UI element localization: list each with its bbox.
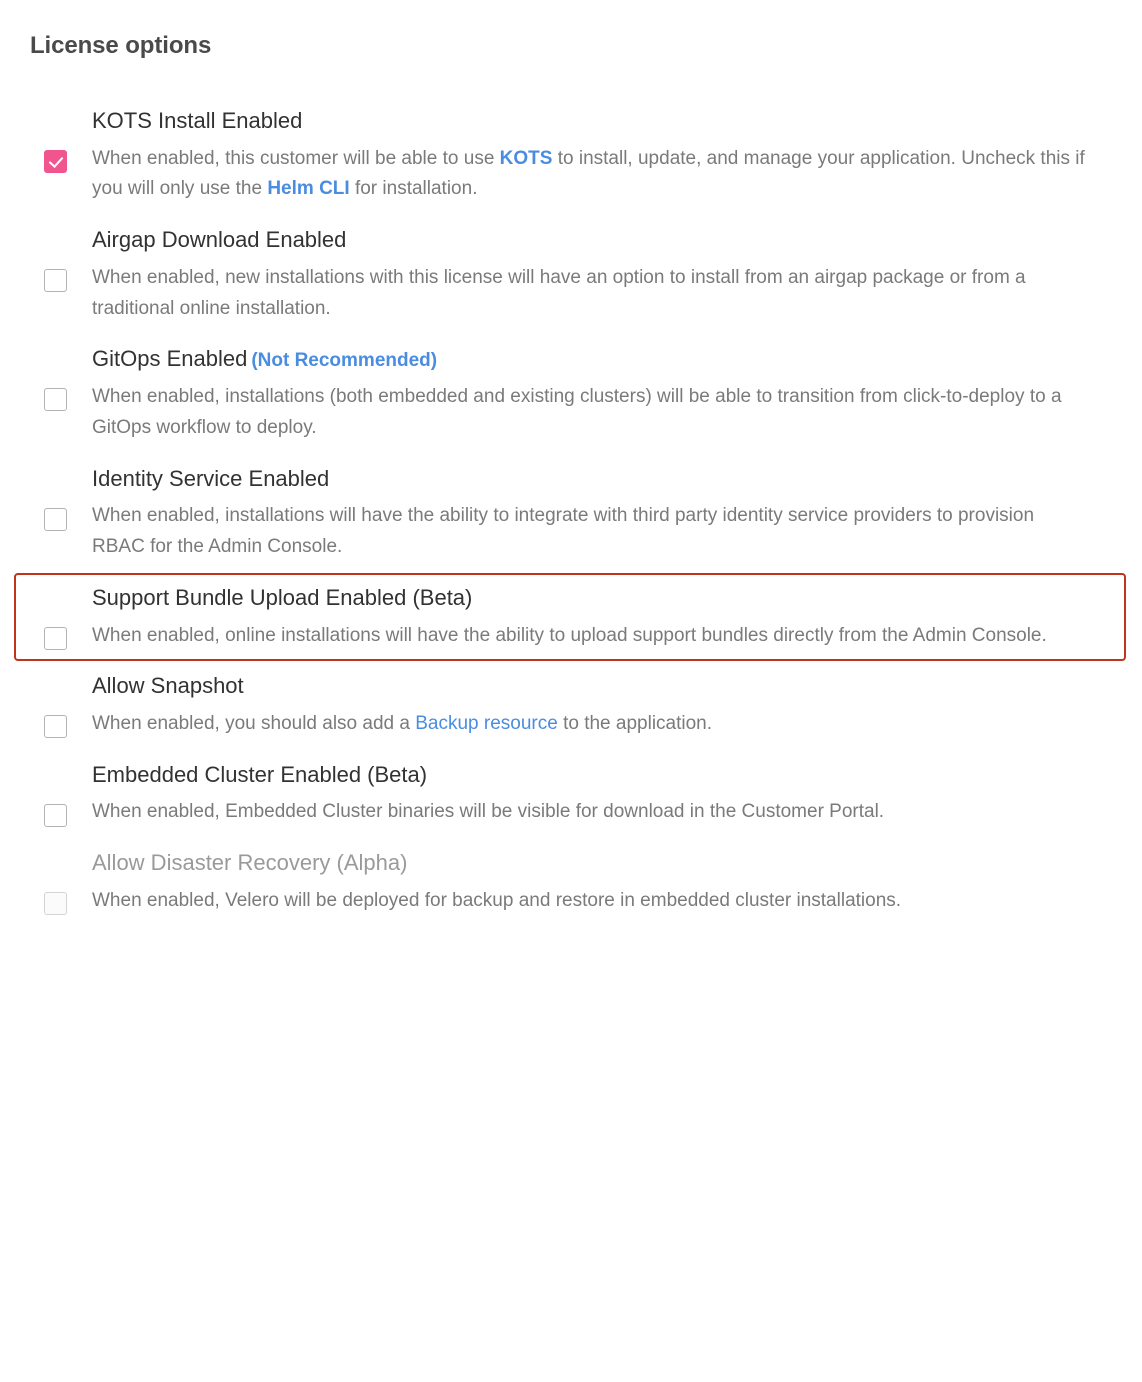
- description-text: When enabled, this customer will be able to use: [92, 147, 500, 169]
- description-text: When enabled, new installations with this license will have an option to install from an airgap package or from a traditional online installation.: [92, 266, 1026, 319]
- option-body: [92, 464, 1110, 563]
- description-text: When enabled, Velero will be deployed for backup and restore in embedded cluster installations.: [92, 889, 902, 911]
- checkbox-cell: [32, 848, 92, 915]
- description-text: for installation.: [349, 178, 478, 200]
- license-option-row-gitops-enabled: [14, 334, 1126, 453]
- option-description-allow-disaster-recovery: [92, 886, 1090, 917]
- option-note-badge: (Not Recommended): [251, 350, 438, 372]
- checkbox-embedded-cluster-enabled[interactable]: [44, 804, 67, 827]
- license-options-list: [30, 96, 1112, 927]
- option-description-embedded-cluster-enabled: [92, 797, 1090, 828]
- option-title-allow-disaster-recovery: [92, 848, 1090, 878]
- license-option-row-airgap-download-enabled: [14, 215, 1126, 334]
- description-text: When enabled, you should also add a: [92, 713, 416, 735]
- description-text: When enabled, Embedded Cluster binaries will be visible for download in the Customer Portal.: [92, 801, 885, 823]
- description-text: to install, update, and manage your application. Uncheck this if you will only use the: [92, 147, 1085, 200]
- checkbox-kots-install-enabled[interactable]: [44, 150, 67, 173]
- option-title-text: Allow Snapshot: [92, 673, 244, 699]
- option-body: [92, 344, 1110, 443]
- option-title-kots-install-enabled: [92, 106, 1090, 136]
- license-option-row-identity-service-enabled: [14, 454, 1126, 573]
- description-text: When enabled, online installations will have the ability to upload support bundles directly from the Admin Console.: [92, 624, 1047, 646]
- option-title-airgap-download-enabled: [92, 225, 1090, 255]
- checkbox-allow-snapshot[interactable]: [44, 715, 67, 738]
- license-option-row-allow-snapshot: [14, 661, 1126, 749]
- option-title-text: GitOps Enabled: [92, 346, 248, 372]
- option-body: [92, 583, 1110, 651]
- option-title-text: Allow Disaster Recovery (Alpha): [92, 850, 408, 876]
- checkbox-allow-disaster-recovery: [44, 892, 67, 915]
- license-option-row-embedded-cluster-enabled: [14, 750, 1126, 838]
- description-text: When enabled, installations will have the ability to integrate with third party identity service providers to provision RBAC for the Admin Console.: [92, 505, 1035, 558]
- description-text: to the application.: [557, 713, 713, 735]
- option-title-text: Identity Service Enabled: [92, 465, 330, 491]
- checkbox-cell: [32, 760, 92, 827]
- checkbox-gitops-enabled[interactable]: [44, 388, 67, 411]
- checkbox-cell: [32, 671, 92, 738]
- checkbox-cell: [32, 583, 92, 650]
- page-title: License options: [30, 32, 212, 59]
- license-option-row-support-bundle-upload-enabled: [14, 573, 1126, 661]
- option-body: [92, 106, 1110, 205]
- description-text: When enabled, installations (both embedded and existing clusters) will be able to transition from click-to-deploy to a GitOps workflow to deploy.: [92, 386, 1062, 438]
- option-description-airgap-download-enabled: [92, 263, 1090, 325]
- description-link[interactable]: Helm CLI: [267, 178, 350, 200]
- option-body: [92, 671, 1110, 739]
- option-title-text: Support Bundle Upload Enabled (Beta): [92, 584, 473, 610]
- checkbox-cell: [32, 106, 92, 173]
- license-option-row-allow-disaster-recovery: [14, 838, 1126, 926]
- option-title-embedded-cluster-enabled: [92, 760, 1090, 790]
- option-description-allow-snapshot: [92, 709, 1090, 740]
- checkbox-cell: [32, 464, 92, 531]
- checkbox-support-bundle-upload-enabled[interactable]: [44, 627, 67, 650]
- option-description-kots-install-enabled: [92, 144, 1090, 206]
- license-option-row-kots-install-enabled: [14, 96, 1126, 215]
- option-title-text: Embedded Cluster Enabled (Beta): [92, 761, 428, 787]
- option-description-gitops-enabled: [92, 382, 1090, 444]
- description-link[interactable]: KOTS: [499, 147, 553, 169]
- option-title-allow-snapshot: [92, 671, 1090, 701]
- option-body: [92, 225, 1110, 324]
- checkbox-airgap-download-enabled[interactable]: [44, 269, 67, 292]
- option-title-text: KOTS Install Enabled: [92, 108, 303, 133]
- checkbox-cell: [32, 225, 92, 292]
- option-title-identity-service-enabled: [92, 464, 1090, 494]
- option-description-identity-service-enabled: [92, 501, 1090, 563]
- option-body: [92, 760, 1110, 828]
- option-title-support-bundle-upload-enabled: [92, 583, 1090, 613]
- option-body: [92, 848, 1110, 916]
- option-description-support-bundle-upload-enabled: [92, 621, 1090, 652]
- checkbox-identity-service-enabled[interactable]: [44, 508, 67, 531]
- option-title-text: Airgap Download Enabled: [92, 227, 347, 253]
- checkbox-cell: [32, 344, 92, 411]
- option-title-gitops-enabled: [92, 344, 1090, 374]
- description-link[interactable]: Backup resource: [415, 713, 558, 735]
